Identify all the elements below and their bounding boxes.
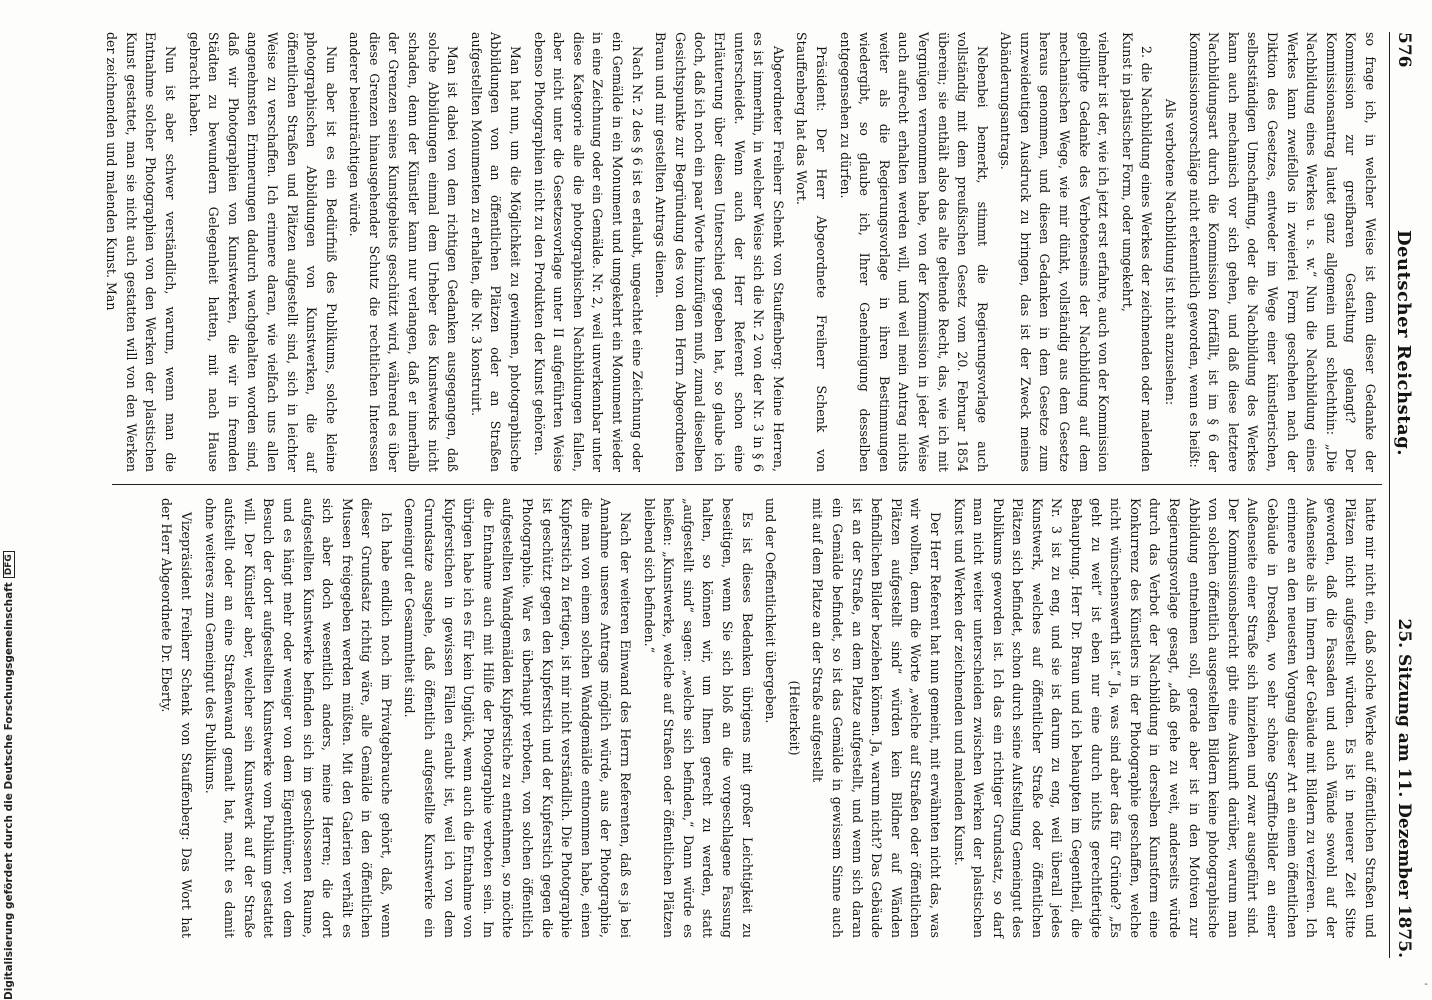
speaker-paragraph: Abgeordneter Freiherr Schenk von Stauffenberg: Meine Herren, es ist immerhin, in welcher Weise sich die Nr. 2 von der Nr. 3 in § 6 unterscheidet. Wenn auch der Herr Referent schon eine Erläuterung über diesen Unterschied gegeben hat, so glaube ich doch, daß ich noch ein paar Worte hinzufügen muß, zumal dieselben Gesichtspunkte zur Begründung des von dem Herrn Abgeordneten Braun und mir gestellten Antrags dienen. [653,32,786,472]
paragraph: Der Herr Referent hat nun gemeint, mit erwähnten nicht das, was wir wollten, denn die Worte „welche auf Straßen oder öffentlichen Plätzen aufgestellt sind“ würden kein Bildner auf Wänden befindlichen Bilder beziehen können. Ja, warum nicht? Das Gebäude ist an der Straße, an dem Platze aufgestellt, und wenn sich daran ein Gemälde befindet, so ist das Gemälde in gewissem Sinne auch mit auf dem Platze an der Straße aufgestellt [810,498,943,938]
left-column [104,32,1380,472]
digitization-credit [2,554,16,1000]
page-number: 576 [1394,32,1414,68]
newspaper-page [102,20,1422,970]
paragraph: hatte mir nicht ein, daß solche Werke auf öffentlichen Straßen und Plätzen nicht aufgestellt würden. Es ist in neuerer Zeit Sitte geworden, daß die Fassaden und auch Wände sowohl auf der Außenseite als im Innern der Gebäude mit Bildern zu verzieren. Ich erinnere an den neuesten Vorgang dieser Art an einem öffentlichen Gebäude in Dresden, wo sehr schöne Sgraffito-Bilder an einer Außenseite einer Straße sich hinziehen und zwar ausgeführt sind. Der Kommissionsbericht gibt eine Auskunft darüber, warum man von solchen öffentlich ausgestellten Bildern keine photographische Abbildung entnehmen soll, gerade aber ist in den Motiven zur Regierungsvorlage gesagt, „daß gehe zu weit, anderseits würde durch das Verbot der Nachbildung in derselben Kunstform eine Konkurrenz des Künstlers in der Photographie geschaffen, welche nicht wünschenswerth ist.“ Ja, was sind aber das für Gründe? „Es geht zu weit“ ist eben nur eine durch nichts gerechtfertigte Behauptung. Herr Dr. Braun und ich behaupten im Gegentheil, die Nr. 3 ist zu eng, und sie ist darum zu eng, weil überall jedes Kunstwerk, welches auf öffentlicher Straße oder öffentlichen Plätzen sich befindet, schon durch seine Aufstellung Gemeingut des Publikums geworden ist. Ich das ein richtiger Grundsatz, so darf man nicht weiter unterscheiden zwischen Werken der plastischen Kunst und Werken der zeichnenden und malenden Kunst. [951,498,1378,938]
column-divider [112,484,1382,485]
speaker-paragraph: Vizepräsident Freiherr Schenk von Stauffenberg: Das Wort hat der Herr Abgeordnete Dr. Eberty. [159,498,194,938]
session-date: 25. Sitzung am 11. Dezember 1875. [1394,618,1414,958]
paragraph: Nun aber ist es ein Bedürfniß des Publikums, solche kleine photographischen Abbildungen von Kunstwerken, die auf öffentlichen Straßen und Plätzen aufgestellt sind, sich in leichter Weise zu verschaffen. Ich erinnere daran, wie vielfach uns allen angenehmsten Erinnerungen dadurch wachgehalten worden sind, daß wir Photographien von Kunstwerken, die wir in fremden Städten zu bewundern Gelegenheit hatten, mit nach Hause gebracht haben. [186,32,339,472]
paragraph: so frage ich, in welcher Weise ist denn dieser Gedanke der Kommission zur greifbaren Gestaltung gelangt? Der Kommissionsantrag lautet ganz allgemein und schlechthin: „Die Nachbildung eines Werkes u. s. w.“ Nun die Nachbildung eines Werkes kann zweifellos in zweierlei Form geschehen nach der Diktion des Gesetzes, entweder im Wege einer künstlerischen, selbstständigen Umschaffung, oder die Nachbildung des Werkes kann auch mechanisch vor sich gehen, und daß diese letztere Nachbildungsart durch die Kommission fortfällt, ist im § 6 der Kommissionsvorschläge nicht erkenntlich geworden, wenn es heißt: [1186,32,1378,472]
paragraph: Ich habe endlich noch im Privatgebrauche gehört, daß, wenn dieser Grundsatz richtig wäre, alle Gemälde in den öffentlichen Museen freigegeben werden müßten. Mit den Galerien verhält es sich aber doch wesentlich anders, meine Herren; die dort aufgestellten Kunstwerke befinden sich im geschlossenen Raume, und es hängt mehr oder weniger von dem Eigenthümer, von dem Besuch der dort aufgestellten Kunstwerke vom Publikum gestattet will. Der Künstler aber, welcher sein Kunstwerk auf der Straße aufstellt oder an eine Straßenwand gemalt hat, macht es damit ohne weiteres zum Gemeingut des Publikums. [202,498,394,938]
paragraph: Nach Nr. 2 des § 6 ist es erlaubt, ungeachtet eine Zeichnung oder ein Gemälde in ein Monument und umgekehrt ein Monument wieder in eine Zeichnung oder ein Gemälde. Nr. 2, weil unverkennbar unter diese Kategorie alle die photographischen Nachbildungen fallen, aber nicht unter die Gesetzesvorlage unter II aufgeführten Weise ebenso Photographien nicht zu den Produkten der Kunst gehören. [531,32,645,472]
paragraph: Man ist dabei von dem richtigen Gedanken ausgegangen, daß solche Abbildungen einmal dem Urheber des Kunstwerks nicht schaden, denn der Künstler kann nur verlangen, daß er innerhalb der Grenzen seines Kunstgebiets geschützt wird, während es über diese Grenzen hinausgehender Schutz die rechtlichen Interessen anderer beeinträchtigen würde. [347,32,461,472]
credit-text: Digitalisierung gefördert durch die Deutsche Forschungsgemeinschaft [3,582,15,1000]
paragraph: Nun ist aber schwer verständlich, warum, wenn man die Entnahme solcher Photographien von den Werken der plastischen Kunst gestattet, man sie nicht auch gestatten will von den Werken der zeichnenden und malenden Kunst. Man [104,32,178,472]
quote-heading: Als verbotene Nachbildung ist nicht anzusehen: [1163,98,1179,406]
paragraph: Es ist dieses Bedenken übrigens mit großer Leichtigkeit zu beseitigen, wenn Sie sich bloß an die vorgeschlagene Fassung halten, so können wir, um Ihnen gerecht zu werden, statt „aufgestellt sind“ sagen: „welche sich befinden,“ Dann würde es heißen: „Kunstwerke, welche auf Straßen oder öffentlichen Plätzen bleibend sich befinden.“ [641,498,755,938]
speaker-paragraph: Präsident: Der Herr Abgeordnete Freiherr Schenk von Stauffenberg hat das Wort. [794,32,829,472]
interjection: (Heiterkeit) [786,680,802,756]
page-header [1389,32,1418,958]
scan-mark: - [1424,977,1428,990]
paragraph: Nach der weiteren Einwand des Herrn Referenten, daß es ja bei Annahme unseres Antrags möglich würde, aus der Photographie, die man von einem solchen Wandgemälde entnommen habe, einen Kupferstich zu fertigen, ist mir nicht verständlich. Die Photographie ist geschützt gegen den Kupferstich und der Kupferstich gegen die Photographie. War es überhaupt verboten, von solchen öffentlich aufgestellten Wandgemälden Kupferstiche zu entnehmen, so möchte die Entnahme auch mit Hilfe der Photographie verboten sein. Im übrigen habe ich es für kein Unglück, wenn auch die Entnahme von Kupferstichen in gewissen Fällen erlaubt ist, weil ich von dem Grundsatze ausgehe, daß öffentlich aufgestellte Kunstwerke ein Gemeingut der Gesammtheit sind. [402,498,634,938]
publication-title: Deutscher Reichstag. [1393,229,1415,457]
dfg-logo-icon: DFG [3,551,15,578]
paragraph: und der Oeffentlichkeit übergeben. [763,498,779,724]
paragraph: Man hat nun, um die Möglichkeit zu gewinnen, photographische Abbildungen von an öffentlichen Plätzen oder an Straßen aufgestellten Monumenten zu erhalten, die Nr. 3 konstruirt. [468,32,524,472]
paragraph: Nebenbei bemerkt, stimmt die Regierungsvorlage auch vollständig mit dem preußischen Gesetz vom 20. Februar 1854 überein; sie enthält also das alte geltende Recht, das, wie ich mit Vergnügen vernommen habe, von der Kommission in jeder Weise auch aufrecht erhalten werden will, und weil mein Antrag nichts weiter als die Regierungsvorlage in ihren Bestimmungen wiedergibt, so glaube ich, Ihrer Genehmigung desselben entgegensehen zu dürfen. [837,32,990,472]
quote-item: 2. die Nachbildung eines Werkes der zeichnenden oder malenden Kunst in plastischer Form, oder umgekehrt, [1119,32,1155,472]
right-column [110,498,1380,938]
paragraph: vielmehr ist der, wie ich jetzt erst erfahre, auch von der Kommission gebilligte Gedanke des Verbotenseins der Nachbildung auf dem mechanischen Wege, wie mir dünkt, vollständig aus dem Gesetze heraus genommen, und diesen Gedanken in dem Gesetze zum unzweideutigen Ausdruck zu bringen, das ist der Zweck meines Abänderungsantrags. [998,32,1112,472]
